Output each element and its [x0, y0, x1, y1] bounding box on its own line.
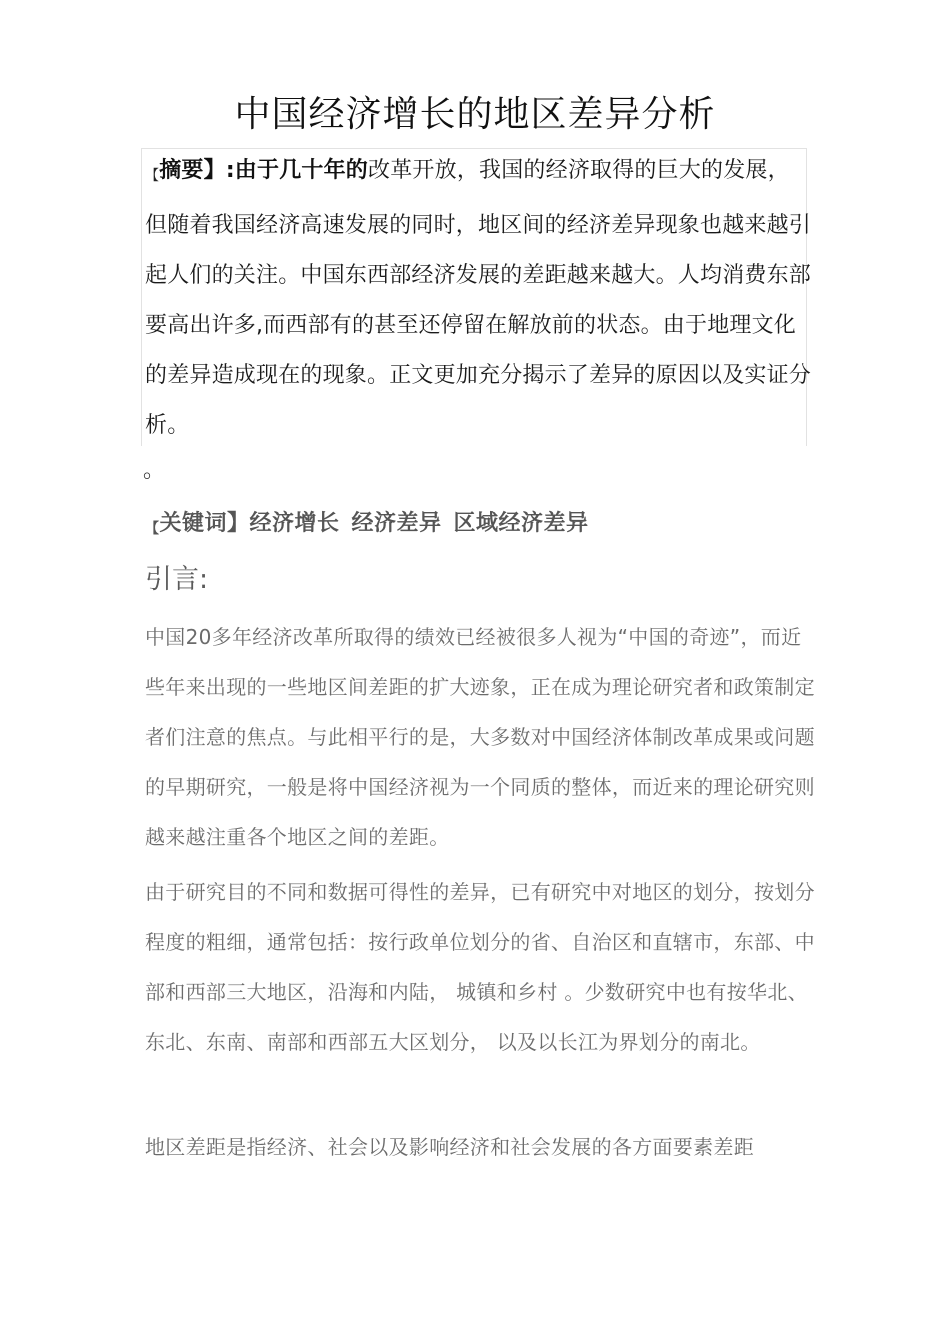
- abstract-section: [145, 146, 811, 451]
- keywords-bracket: 【: [145, 521, 160, 537]
- abstract-bracket: 【: [145, 168, 160, 184]
- keywords-line: [145, 506, 601, 547]
- body-paragraph: 由于研究目的不同和数据可得性的差异，已有研究中对地区的划分，按划分程度的粗细，通常包括：按行政单位划分的省、自治区和直辖市，东部、中部和西部三大地区，沿海和内陆， 城镇和乡村 。少数研究中也有按华北、东北、东南、南部和西部五大区划分， 以及以长江为界划分的南北。: [145, 880, 815, 1054]
- body-paragraph: 中国20多年经济改革所取得的绩效已经被很多人视为“中国的奇迹”，而近些年来出现的一些地区间差距的扩大迹象，正在成为理论研究者和政策制定者们注意的焦点。与此相平行的是，大多数对中国经济体制改革成果或问题的早期研究，一般是将中国经济视为一个同质的整体，而近来的理论研究则越来越注重各个地区之间的差距。: [145, 625, 815, 849]
- document-title: 中国经济增长的地区差异分析: [234, 94, 716, 135]
- keyword-item: 经济增长: [249, 511, 340, 536]
- abstract-label: 摘要】: [159, 158, 226, 183]
- abstract-body: 改革开放，我国的经济取得的巨大的发展，但随着我国经济高速发展的同时，地区间的经济差异现象也越来越引起人们的关注。中国东西部经济发展的差距越来越大。人均消费东部要高出许多,而西部有的甚至还停留在解放前的状态。由于地理文化的差异造成现在的现象。正文更加充分揭示了差异的原因以及实证分析。: [145, 158, 812, 438]
- abstract-lead: :由于几十年的: [225, 158, 369, 183]
- keywords-label: 关键词】: [159, 511, 250, 536]
- body-paragraph: 地区差距是指经济、社会以及影响经济和社会发展的各方面要素差距: [145, 1135, 754, 1159]
- keyword-item: 经济差异: [351, 511, 442, 536]
- stray-period: 。: [143, 458, 166, 483]
- intro-heading: 引言:: [145, 564, 209, 595]
- keyword-item: 区域经济差异: [453, 511, 589, 536]
